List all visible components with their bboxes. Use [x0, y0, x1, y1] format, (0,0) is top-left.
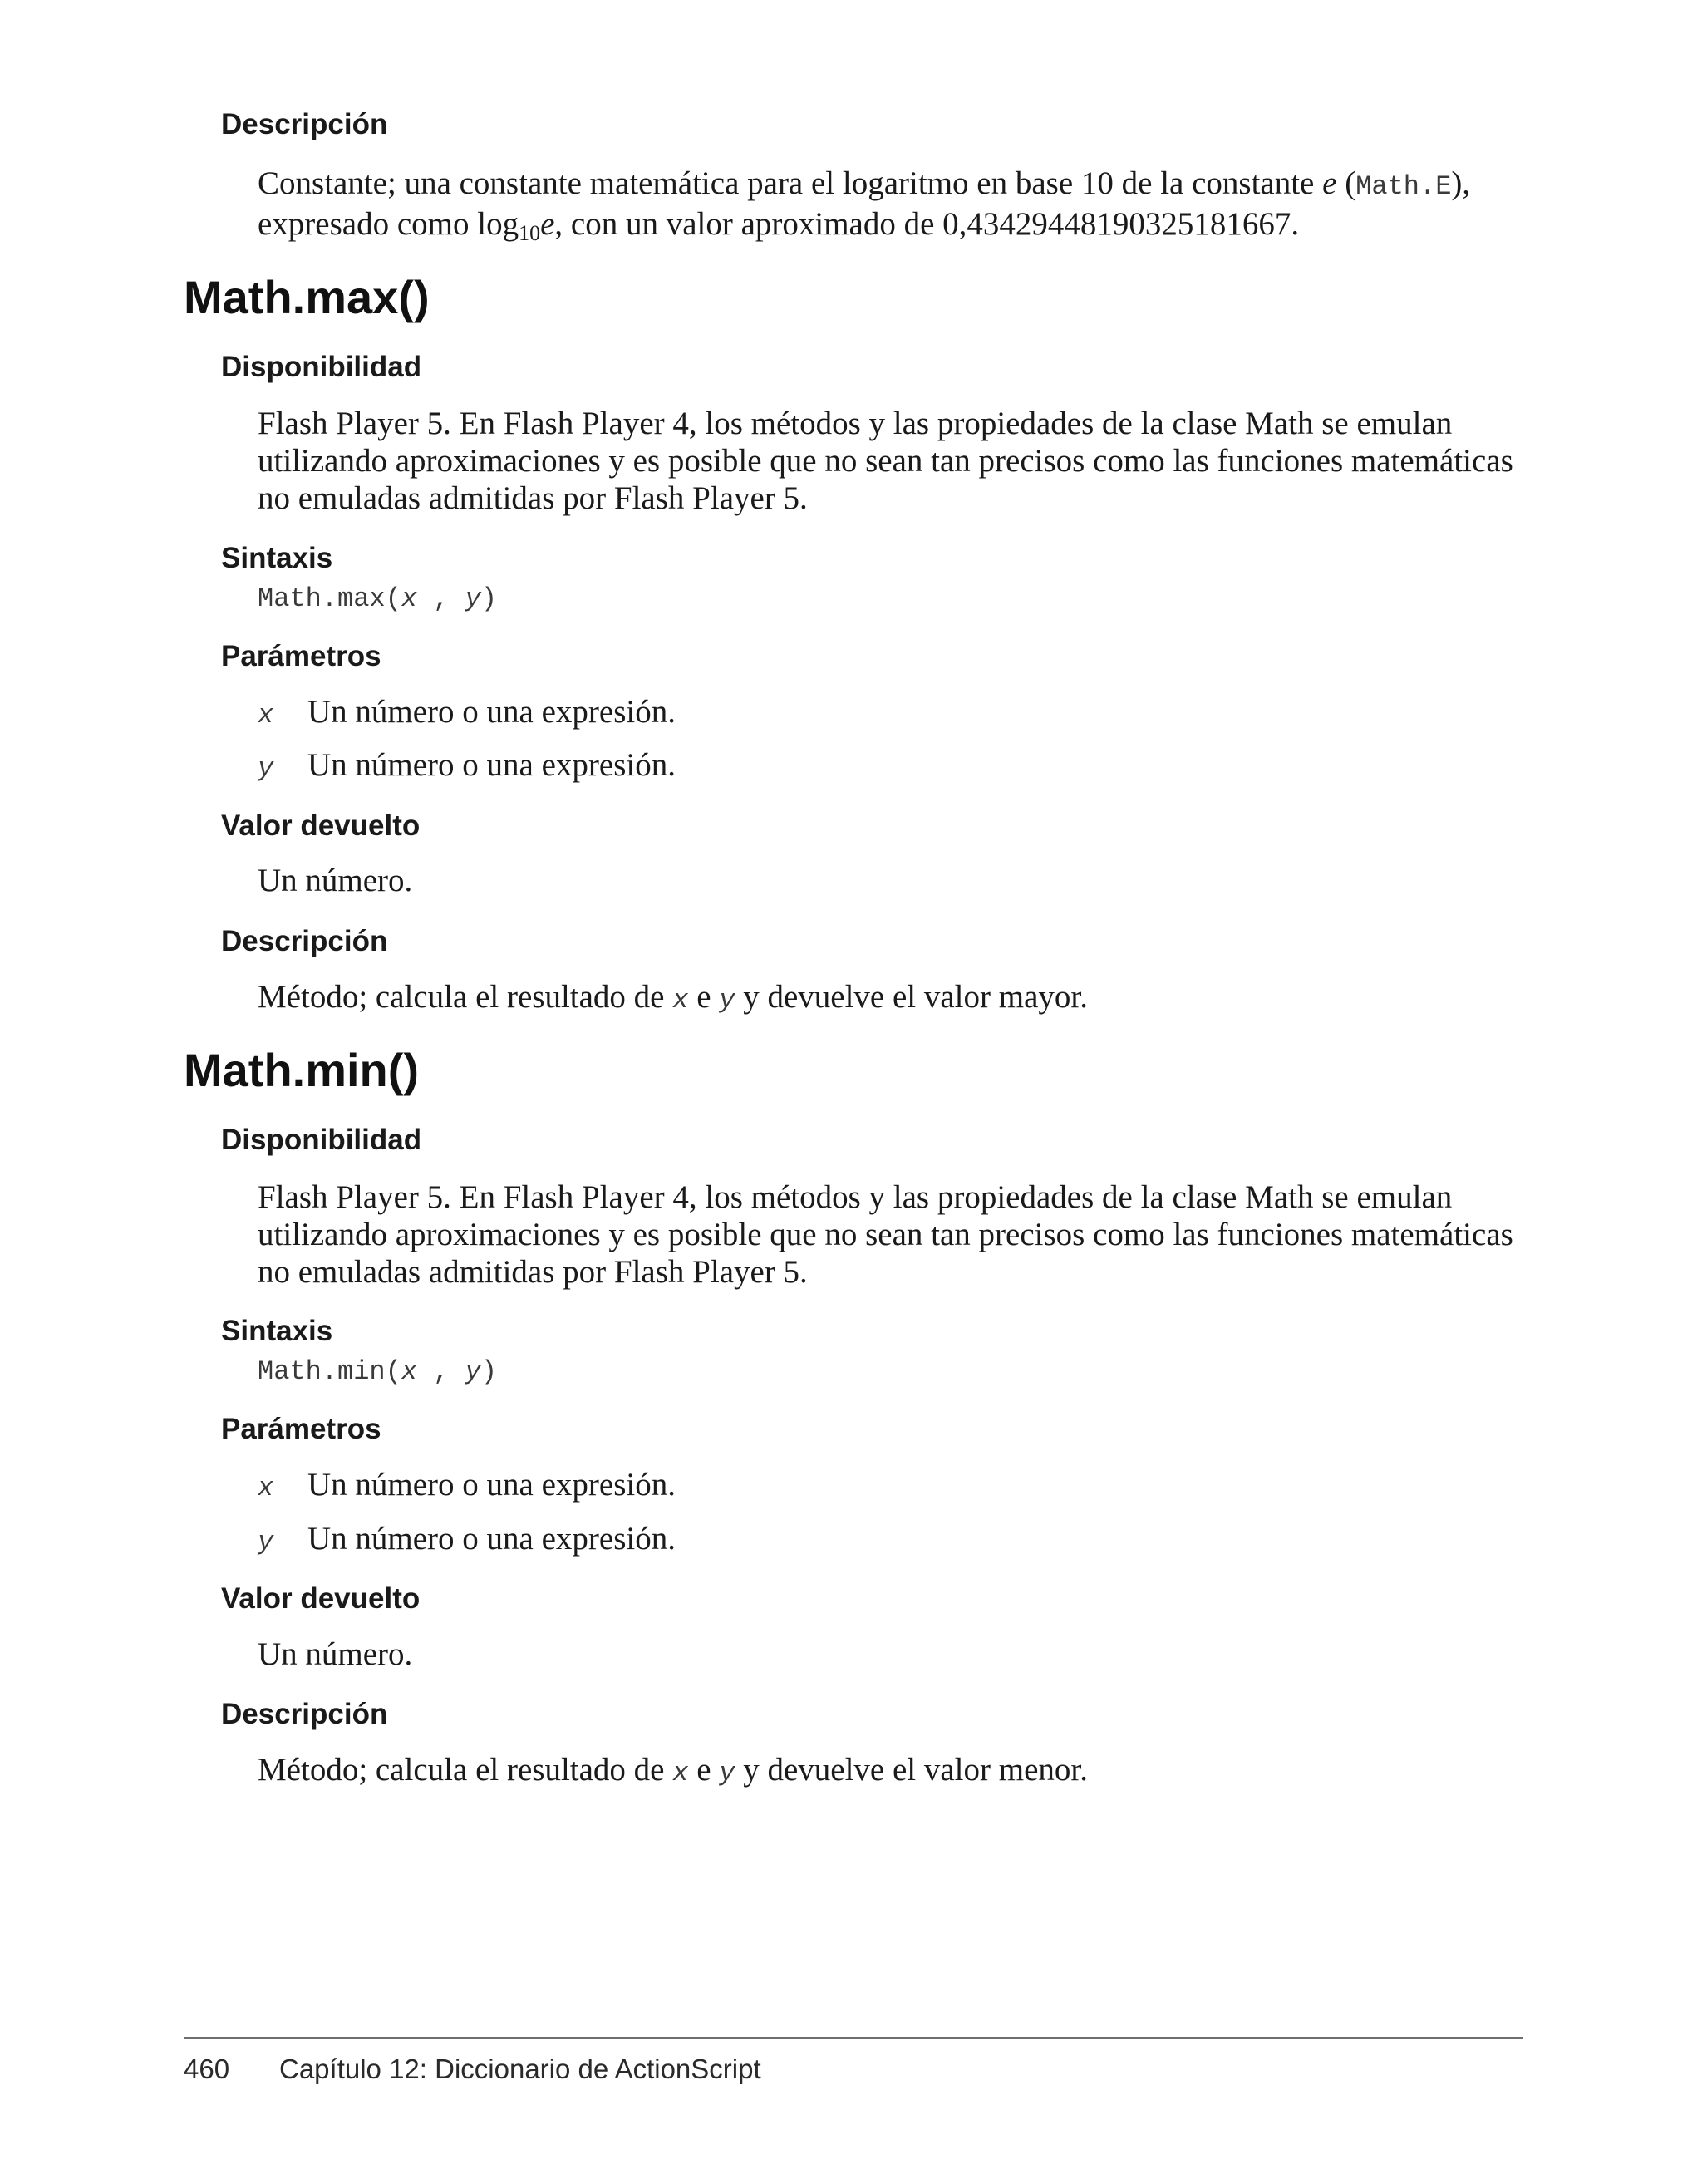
availability-heading: Disponibilidad: [221, 351, 422, 383]
syntax-code: [258, 583, 497, 616]
description-text: e: [688, 1752, 720, 1788]
parameter-description: Un número o una expresión.: [307, 747, 676, 783]
description-paragraph: [258, 978, 1529, 1019]
syntax-function: Math.min(: [258, 1356, 401, 1387]
availability-paragraph: [258, 1178, 1529, 1291]
description-paragraph: [258, 1751, 1529, 1792]
description-line-1: [258, 165, 1529, 205]
syntax-separator: ,: [417, 1356, 465, 1387]
paren-open: (: [1336, 165, 1356, 201]
availability-line: no emuladas admitidas por Flash Player 5.: [258, 1254, 808, 1290]
parameter-row-y: [258, 1520, 676, 1557]
description-text: y devuelve el valor mayor.: [735, 979, 1088, 1015]
description-heading: Descripción: [221, 1698, 388, 1730]
description-text: Método; calcula el resultado de: [258, 1752, 673, 1788]
parameters-heading: Parámetros: [221, 640, 381, 672]
syntax-heading: Sintaxis: [221, 1315, 333, 1347]
availability-heading: Disponibilidad: [221, 1124, 422, 1156]
syntax-code: [258, 1355, 497, 1389]
description-line-2: [258, 205, 1529, 243]
constant-e: e: [540, 206, 555, 242]
entry-title-math-min: Math.min(): [184, 1044, 420, 1096]
return-value-heading: Valor devuelto: [221, 809, 421, 842]
parameter-name: y: [258, 753, 274, 784]
description-text: , con un valor aproximado de 0,43429448190325181667.: [554, 206, 1300, 242]
syntax-arg-y: y: [465, 1356, 481, 1387]
parameter-name: x: [258, 700, 274, 730]
description-line: [258, 1751, 1529, 1792]
syntax-close: ): [480, 1356, 498, 1387]
availability-line: utilizando aproximaciones y es posible que no sean tan precisos como las funciones matemáticas: [258, 443, 1513, 479]
availability-line: Flash Player 5. En Flash Player 4, los métodos y las propiedades de la clase Math se emulan: [258, 1179, 1453, 1215]
description-text: y devuelve el valor menor.: [735, 1752, 1088, 1788]
syntax-arg-x: x: [401, 1356, 418, 1387]
description-line: [258, 978, 1529, 1019]
description-text: expresado como log: [258, 206, 519, 242]
return-value-line: Un número.: [258, 1636, 413, 1672]
var-y: y: [719, 985, 735, 1016]
availability-paragraph: [258, 405, 1529, 517]
var-x: x: [672, 1758, 689, 1788]
entry-title-math-max: Math.max(): [184, 271, 430, 323]
chapter-title: Capítulo 12: Diccionario de ActionScript: [279, 2054, 761, 2084]
description-paragraph: [258, 165, 1529, 243]
availability-line: no emuladas admitidas por Flash Player 5.: [258, 480, 808, 516]
availability-line: Flash Player 5. En Flash Player 4, los métodos y las propiedades de la clase Math se emulan: [258, 406, 1453, 441]
var-y: y: [719, 1758, 735, 1788]
constant-e: e: [1322, 165, 1337, 201]
syntax-function: Math.max(: [258, 583, 401, 614]
return-value-text: [258, 862, 1529, 899]
parameters-heading: Parámetros: [221, 1413, 381, 1445]
page-number: 460: [184, 2054, 230, 2084]
footer-divider: [184, 2037, 1523, 2039]
parameter-description: Un número o una expresión.: [307, 1467, 676, 1503]
parameter-row-x: [258, 1466, 676, 1503]
parameter-description: Un número o una expresión.: [307, 694, 676, 730]
syntax-arg-y: y: [465, 583, 481, 614]
syntax-separator: ,: [417, 583, 465, 614]
description-heading: Descripción: [221, 925, 388, 957]
return-value-text: [258, 1636, 1529, 1673]
description-text: Constante; una constante matemática para el logaritmo en base 10 de la constante: [258, 165, 1323, 201]
description-text: e: [688, 979, 720, 1015]
log-base-subscript: 10: [519, 221, 541, 245]
syntax-heading: Sintaxis: [221, 542, 333, 574]
var-x: x: [672, 985, 689, 1016]
return-value-heading: Valor devuelto: [221, 1582, 421, 1615]
syntax-arg-x: x: [401, 583, 418, 614]
description-text: Método; calcula el resultado de: [258, 979, 673, 1015]
parameter-name: x: [258, 1473, 274, 1503]
parameter-name: y: [258, 1527, 274, 1557]
return-value-line: Un número.: [258, 863, 413, 898]
availability-line: utilizando aproximaciones y es posible que no sean tan precisos como las funciones matemáticas: [258, 1217, 1513, 1252]
parameter-row-y: [258, 746, 676, 784]
syntax-close: ): [480, 583, 498, 614]
parameter-row-x: [258, 693, 676, 730]
description-heading: Descripción: [221, 108, 388, 140]
paren-close: ),: [1451, 165, 1471, 201]
parameter-description: Un número o una expresión.: [307, 1521, 676, 1557]
code-math-e: Math.E: [1355, 171, 1452, 202]
